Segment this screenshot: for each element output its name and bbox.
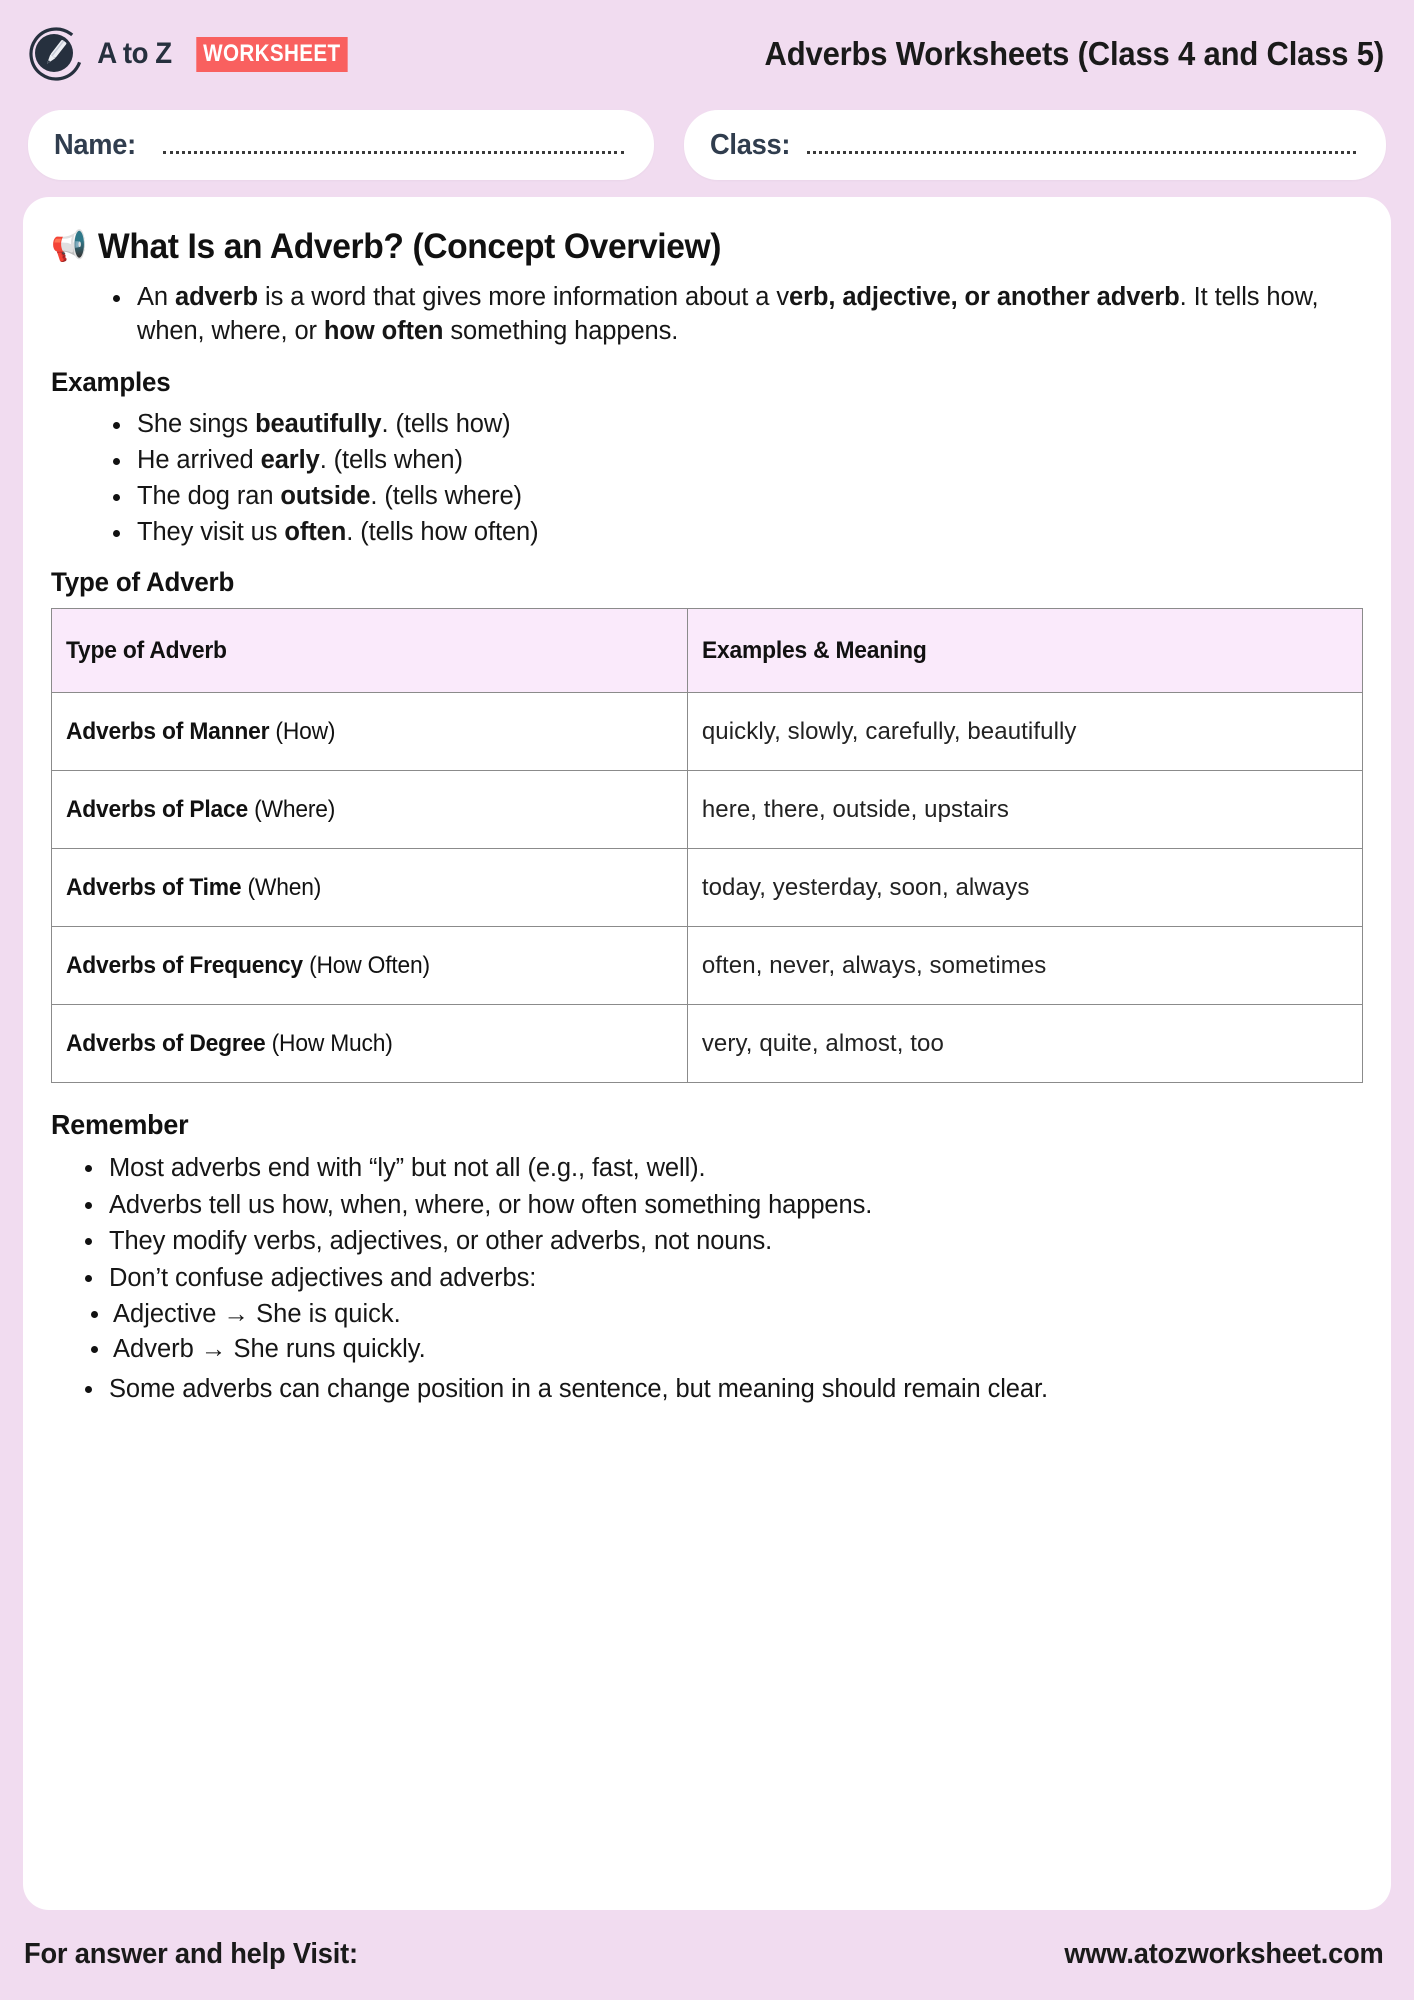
list-item bbox=[107, 281, 1363, 349]
cell-type bbox=[52, 849, 688, 927]
example-lead: The dog ran bbox=[137, 481, 281, 510]
remember-list-continued bbox=[51, 1372, 1363, 1406]
table-row bbox=[52, 771, 1363, 849]
list-item: Most adverbs end with “ly” but not all (e.g., fast, well). bbox=[79, 1151, 1363, 1185]
intro-part-4: something happens. bbox=[443, 316, 679, 345]
type-question: (Where) bbox=[247, 795, 336, 823]
cell-examples: quickly, slowly, carefully, beautifully bbox=[687, 693, 1362, 771]
class-input-line[interactable] bbox=[807, 151, 1356, 154]
page-title: Adverbs Worksheets (Class 4 and Class 5) bbox=[764, 35, 1384, 72]
type-question: (How) bbox=[269, 717, 336, 745]
type-name: Adverbs of Manner bbox=[66, 717, 270, 745]
table-row bbox=[52, 693, 1363, 771]
example-lead: They visit us bbox=[137, 517, 285, 546]
logo-wordmark: A to Z bbox=[97, 37, 172, 70]
list-item: Don’t confuse adjectives and adverbs: bbox=[79, 1261, 1363, 1295]
type-question: (How Much) bbox=[265, 1029, 393, 1057]
class-field[interactable] bbox=[684, 110, 1386, 180]
remember-heading: Remember bbox=[51, 1109, 189, 1141]
concept-overview-heading bbox=[51, 227, 1311, 267]
cell-examples: here, there, outside, upstairs bbox=[687, 771, 1362, 849]
type-question: (When) bbox=[241, 873, 322, 901]
cell-type bbox=[52, 693, 688, 771]
table-row bbox=[52, 927, 1363, 1005]
adverb-types-table bbox=[51, 608, 1363, 1083]
concept-intro-list bbox=[51, 281, 1363, 349]
example-bold: beautifully bbox=[255, 409, 382, 438]
example-lead: She sings bbox=[137, 409, 256, 438]
example-tail: . (tells how) bbox=[381, 409, 511, 438]
example-tail: . (tells where) bbox=[370, 481, 522, 510]
list-item: Adverbs tell us how, when, where, or how often something happens. bbox=[79, 1188, 1363, 1222]
table-row bbox=[52, 849, 1363, 927]
megaphone-icon: 📢 bbox=[51, 230, 87, 263]
type-name: Adverbs of Time bbox=[66, 873, 242, 901]
type-of-adverb-heading: Type of Adverb bbox=[51, 567, 235, 598]
intro-part-3: . It tells how, when, where, or bbox=[137, 283, 1319, 345]
column-header-examples-label: Examples & Meaning bbox=[701, 636, 927, 664]
table-header-row bbox=[52, 609, 1363, 693]
examples-list bbox=[51, 408, 1363, 550]
intro-bold-1: adverb bbox=[174, 283, 259, 311]
intro-part-1: An bbox=[137, 283, 175, 311]
concept-overview-heading-text: What Is an Adverb? (Concept Overview) bbox=[98, 227, 722, 266]
page-footer bbox=[0, 1908, 1414, 2000]
table-row bbox=[52, 1005, 1363, 1083]
list-item: Adjective → She is quick. bbox=[85, 1297, 1363, 1331]
cell-examples: today, yesterday, soon, always bbox=[687, 849, 1362, 927]
examples-heading: Examples bbox=[51, 366, 171, 397]
example-tail: . (tells when) bbox=[319, 445, 463, 474]
column-header-type bbox=[52, 609, 688, 693]
page-header bbox=[0, 0, 1414, 108]
pen-in-circle-icon bbox=[28, 26, 84, 82]
column-header-examples bbox=[687, 609, 1362, 693]
example-tail: . (tells how often) bbox=[346, 517, 539, 546]
cell-type bbox=[52, 771, 688, 849]
class-label: Class: bbox=[710, 128, 791, 161]
list-item bbox=[107, 516, 1363, 550]
name-label: Name: bbox=[54, 128, 136, 161]
list-item: They modify verbs, adjectives, or other adverbs, not nouns. bbox=[79, 1224, 1363, 1258]
name-field[interactable] bbox=[28, 110, 654, 180]
brand-logo[interactable] bbox=[28, 26, 359, 82]
cell-type bbox=[52, 927, 688, 1005]
cell-examples: often, never, always, sometimes bbox=[687, 927, 1362, 1005]
intro-bold-2: erb, adjective, or another adverb bbox=[788, 283, 1180, 311]
logo-badge: WORKSHEET bbox=[196, 37, 347, 72]
type-question: (How Often) bbox=[302, 951, 430, 979]
cell-examples: very, quite, almost, too bbox=[687, 1005, 1362, 1083]
list-item bbox=[107, 444, 1363, 478]
name-input-line[interactable] bbox=[163, 151, 624, 154]
type-name: Adverbs of Place bbox=[66, 795, 248, 823]
worksheet-content-card bbox=[23, 197, 1391, 1910]
example-bold: early bbox=[260, 445, 320, 474]
intro-bold-3: how often bbox=[323, 316, 444, 345]
list-item bbox=[107, 408, 1363, 442]
remember-list bbox=[51, 1151, 1363, 1295]
footer-help-text: For answer and help Visit: bbox=[24, 1937, 358, 1970]
student-info-row bbox=[0, 110, 1414, 180]
cell-type bbox=[52, 1005, 688, 1083]
footer-website-link[interactable]: www.atozworksheet.com bbox=[1064, 1937, 1384, 1970]
list-item: Adverb → She runs quickly. bbox=[85, 1332, 1363, 1366]
adjective-adverb-sublist bbox=[51, 1297, 1363, 1366]
example-lead: He arrived bbox=[137, 445, 261, 474]
example-bold: outside bbox=[280, 481, 371, 510]
example-bold: often bbox=[284, 517, 347, 546]
column-header-type-label: Type of Adverb bbox=[66, 636, 227, 664]
type-name: Adverbs of Degree bbox=[66, 1029, 266, 1057]
type-name: Adverbs of Frequency bbox=[66, 951, 303, 979]
intro-part-2: is a word that gives more information about a v bbox=[258, 283, 789, 311]
list-item bbox=[107, 480, 1363, 514]
list-item: Some adverbs can change position in a sentence, but meaning should remain clear. bbox=[79, 1372, 1363, 1406]
